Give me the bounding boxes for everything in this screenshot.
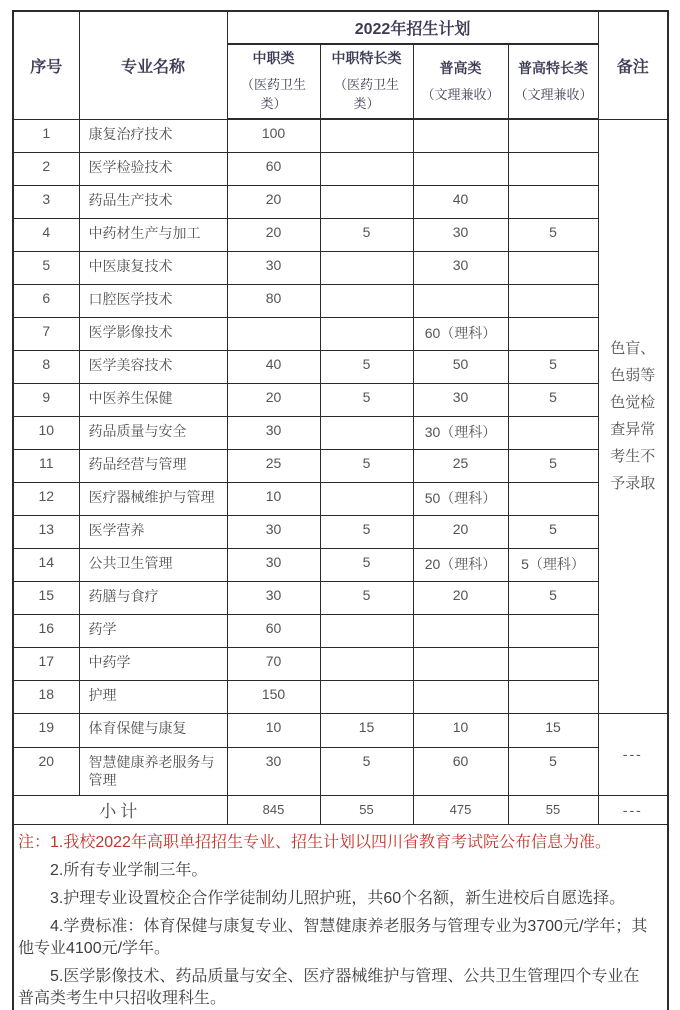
zhongzhi-techang-cell <box>320 647 413 680</box>
major-cell: 医学检验技术 <box>79 152 227 185</box>
header-plan-title: 2022年招生计划 <box>227 11 598 44</box>
zhongzhi-techang-cell <box>320 119 413 152</box>
major-cell: 医疗器械维护与管理 <box>79 482 227 515</box>
table-row <box>13 119 668 152</box>
subheader-zhongzhi-techang-note: （医药卫生类） <box>333 77 399 111</box>
pugao-techang-cell: 5（理科） <box>508 548 598 581</box>
index-cell: 16 <box>13 614 79 647</box>
subheader-pugao-techang-note: （文理兼收） <box>514 86 593 102</box>
subtotal-pugao-cell: 475 <box>413 795 508 824</box>
pugao-techang-cell <box>508 647 598 680</box>
pugao-cell <box>413 119 508 152</box>
major-cell: 医学影像技术 <box>79 317 227 350</box>
major-cell: 中医养生保健 <box>79 383 227 416</box>
pugao-cell: 50 <box>413 350 508 383</box>
major-cell: 中医康复技术 <box>79 251 227 284</box>
zhongzhi-cell: 100 <box>227 119 320 152</box>
subtotal-remark-cell: --- <box>598 795 668 824</box>
zhongzhi-techang-cell: 5 <box>320 218 413 251</box>
zhongzhi-techang-cell: 15 <box>320 713 413 747</box>
subheader-zhongzhi-note: （医药卫生类） <box>240 77 306 111</box>
table-row <box>13 449 668 482</box>
major-cell: 药品经营与管理 <box>79 449 227 482</box>
zhongzhi-cell: 10 <box>227 713 320 747</box>
table-row <box>13 317 668 350</box>
zhongzhi-techang-cell <box>320 614 413 647</box>
subheader-pugao-techang-name: 普高特长类 <box>518 59 589 76</box>
table-row <box>13 218 668 251</box>
major-cell: 医学美容技术 <box>79 350 227 383</box>
pugao-cell: 20（理科） <box>413 548 508 581</box>
zhongzhi-cell: 25 <box>227 449 320 482</box>
major-cell: 药膳与食疗 <box>79 581 227 614</box>
pugao-cell: 40 <box>413 185 508 218</box>
note-line-1: 注：1.我校2022年高职单招招生专业、招生计划以四川省教育考试院公布信息为准。 <box>18 833 611 851</box>
pugao-techang-cell: 15 <box>508 713 598 747</box>
zhongzhi-techang-cell <box>320 152 413 185</box>
subheader-pugao-name: 普高类 <box>439 59 482 76</box>
table-row <box>13 713 668 747</box>
subtotal-row <box>13 795 668 824</box>
major-cell: 体育保健与康复 <box>79 713 227 747</box>
zhongzhi-techang-cell <box>320 416 413 449</box>
header-row-top <box>13 11 668 44</box>
index-cell: 12 <box>13 482 79 515</box>
pugao-techang-cell: 5 <box>508 383 598 416</box>
table-row <box>13 680 668 713</box>
pugao-cell <box>413 647 508 680</box>
pugao-cell: 10 <box>413 713 508 747</box>
pugao-cell: 25 <box>413 449 508 482</box>
zhongzhi-cell: 30 <box>227 548 320 581</box>
index-cell: 3 <box>13 185 79 218</box>
major-cell: 医学营养 <box>79 515 227 548</box>
table-row <box>13 548 668 581</box>
pugao-techang-cell: 5 <box>508 350 598 383</box>
pugao-techang-cell <box>508 185 598 218</box>
pugao-cell <box>413 284 508 317</box>
zhongzhi-techang-cell: 5 <box>320 449 413 482</box>
subheader-zhongzhi-techang <box>320 44 413 119</box>
major-cell: 药学 <box>79 614 227 647</box>
zhongzhi-techang-cell <box>320 251 413 284</box>
enrollment-plan-table <box>12 10 669 1010</box>
pugao-cell: 30 <box>413 383 508 416</box>
table-row <box>13 482 668 515</box>
zhongzhi-cell: 60 <box>227 614 320 647</box>
note-line-3: 3.护理专业设置校企合作学徒制幼儿照护班，共60个名额，新生进校后自愿选择。 <box>50 889 626 907</box>
pugao-cell: 20 <box>413 581 508 614</box>
table-row <box>13 185 668 218</box>
subheader-pugao <box>413 44 508 119</box>
index-cell: 18 <box>13 680 79 713</box>
table-row <box>13 152 668 185</box>
zhongzhi-cell: 30 <box>227 416 320 449</box>
pugao-techang-cell <box>508 251 598 284</box>
zhongzhi-cell: 80 <box>227 284 320 317</box>
table-row <box>13 416 668 449</box>
index-cell: 5 <box>13 251 79 284</box>
pugao-techang-cell: 5 <box>508 218 598 251</box>
zhongzhi-techang-cell: 5 <box>320 383 413 416</box>
zhongzhi-cell: 60 <box>227 152 320 185</box>
zhongzhi-cell: 30 <box>227 251 320 284</box>
subheader-pugao-techang <box>508 44 598 119</box>
header-col-major: 专业名称 <box>79 11 227 119</box>
zhongzhi-techang-cell: 5 <box>320 515 413 548</box>
pugao-techang-cell: 5 <box>508 581 598 614</box>
zhongzhi-techang-cell <box>320 284 413 317</box>
table-row <box>13 383 668 416</box>
table-row <box>13 515 668 548</box>
zhongzhi-cell: 70 <box>227 647 320 680</box>
pugao-techang-cell <box>508 614 598 647</box>
index-cell: 15 <box>13 581 79 614</box>
major-cell: 口腔医学技术 <box>79 284 227 317</box>
zhongzhi-techang-cell <box>320 482 413 515</box>
zhongzhi-cell: 20 <box>227 218 320 251</box>
pugao-techang-cell <box>508 416 598 449</box>
subtotal-label: 小计 <box>13 795 227 824</box>
table-row <box>13 251 668 284</box>
index-cell: 9 <box>13 383 79 416</box>
pugao-cell: 20 <box>413 515 508 548</box>
zhongzhi-cell <box>227 317 320 350</box>
pugao-cell: 60（理科） <box>413 317 508 350</box>
table-row <box>13 284 668 317</box>
table-row <box>13 614 668 647</box>
subheader-zhongzhi-techang-name: 中职特长类 <box>331 50 402 66</box>
pugao-techang-cell <box>508 680 598 713</box>
pugao-techang-cell: 5 <box>508 747 598 795</box>
note-line-2: 2.所有专业学制三年。 <box>50 861 208 879</box>
pugao-techang-cell <box>508 317 598 350</box>
zhongzhi-techang-cell <box>320 317 413 350</box>
remark-dashes-cell: --- <box>598 713 668 795</box>
subheader-pugao-note: （文理兼收） <box>421 86 500 102</box>
pugao-techang-cell <box>508 119 598 152</box>
zhongzhi-cell: 20 <box>227 383 320 416</box>
zhongzhi-techang-cell: 5 <box>320 747 413 795</box>
pugao-cell <box>413 614 508 647</box>
note-line-5: 5.医学影像技术、药品质量与安全、医疗器械维护与管理、公共卫生管理四个专业在普高类考生中只招收理科生。 <box>18 967 640 1007</box>
notes-section <box>13 824 668 1010</box>
zhongzhi-cell: 30 <box>227 747 320 795</box>
enrollment-table-sheet <box>12 10 669 1010</box>
index-cell: 6 <box>13 284 79 317</box>
pugao-cell <box>413 152 508 185</box>
pugao-techang-cell: 5 <box>508 515 598 548</box>
major-cell: 中药材生产与加工 <box>79 218 227 251</box>
pugao-techang-cell: 5 <box>508 449 598 482</box>
notes-row <box>13 824 668 1010</box>
zhongzhi-cell: 30 <box>227 581 320 614</box>
table-row <box>13 350 668 383</box>
zhongzhi-cell: 30 <box>227 515 320 548</box>
zhongzhi-cell: 40 <box>227 350 320 383</box>
major-cell: 中药学 <box>79 647 227 680</box>
subtotal-zhongzhi-techang-cell: 55 <box>320 795 413 824</box>
pugao-cell: 30（理科） <box>413 416 508 449</box>
index-cell: 11 <box>13 449 79 482</box>
major-cell: 智慧健康养老服务与管理 <box>79 747 227 795</box>
subheader-zhongzhi <box>227 44 320 119</box>
zhongzhi-techang-cell: 5 <box>320 548 413 581</box>
index-cell: 17 <box>13 647 79 680</box>
index-cell: 7 <box>13 317 79 350</box>
pugao-cell: 30 <box>413 251 508 284</box>
major-cell: 药品质量与安全 <box>79 416 227 449</box>
zhongzhi-techang-cell <box>320 185 413 218</box>
pugao-techang-cell <box>508 152 598 185</box>
major-cell: 公共卫生管理 <box>79 548 227 581</box>
table-row <box>13 581 668 614</box>
pugao-cell: 30 <box>413 218 508 251</box>
index-cell: 2 <box>13 152 79 185</box>
index-cell: 14 <box>13 548 79 581</box>
major-cell: 护理 <box>79 680 227 713</box>
zhongzhi-cell: 20 <box>227 185 320 218</box>
pugao-techang-cell <box>508 284 598 317</box>
header-col-remark: 备注 <box>598 11 668 119</box>
zhongzhi-techang-cell: 5 <box>320 581 413 614</box>
major-cell: 康复治疗技术 <box>79 119 227 152</box>
index-cell: 13 <box>13 515 79 548</box>
index-cell: 1 <box>13 119 79 152</box>
index-cell: 19 <box>13 713 79 747</box>
index-cell: 8 <box>13 350 79 383</box>
zhongzhi-cell: 10 <box>227 482 320 515</box>
pugao-techang-cell <box>508 482 598 515</box>
index-cell: 10 <box>13 416 79 449</box>
table-row <box>13 747 668 795</box>
subheader-zhongzhi-name: 中职类 <box>252 50 295 66</box>
pugao-cell: 60 <box>413 747 508 795</box>
pugao-cell: 50（理科） <box>413 482 508 515</box>
pugao-cell <box>413 680 508 713</box>
index-cell: 20 <box>13 747 79 795</box>
subtotal-zhongzhi-cell: 845 <box>227 795 320 824</box>
header-col-index: 序号 <box>13 11 79 119</box>
zhongzhi-techang-cell <box>320 680 413 713</box>
zhongzhi-techang-cell: 5 <box>320 350 413 383</box>
table-row <box>13 647 668 680</box>
note-line-4: 4.学费标准：体育保健与康复专业、智慧健康养老服务与管理专业为3700元/学年；其他专业4100元/学年。 <box>18 917 648 957</box>
zhongzhi-cell: 150 <box>227 680 320 713</box>
subtotal-pugao-techang-cell: 55 <box>508 795 598 824</box>
major-cell: 药品生产技术 <box>79 185 227 218</box>
remark-merged-cell: 色盲、色弱等色觉检查异常考生不予录取 <box>598 119 668 713</box>
index-cell: 4 <box>13 218 79 251</box>
